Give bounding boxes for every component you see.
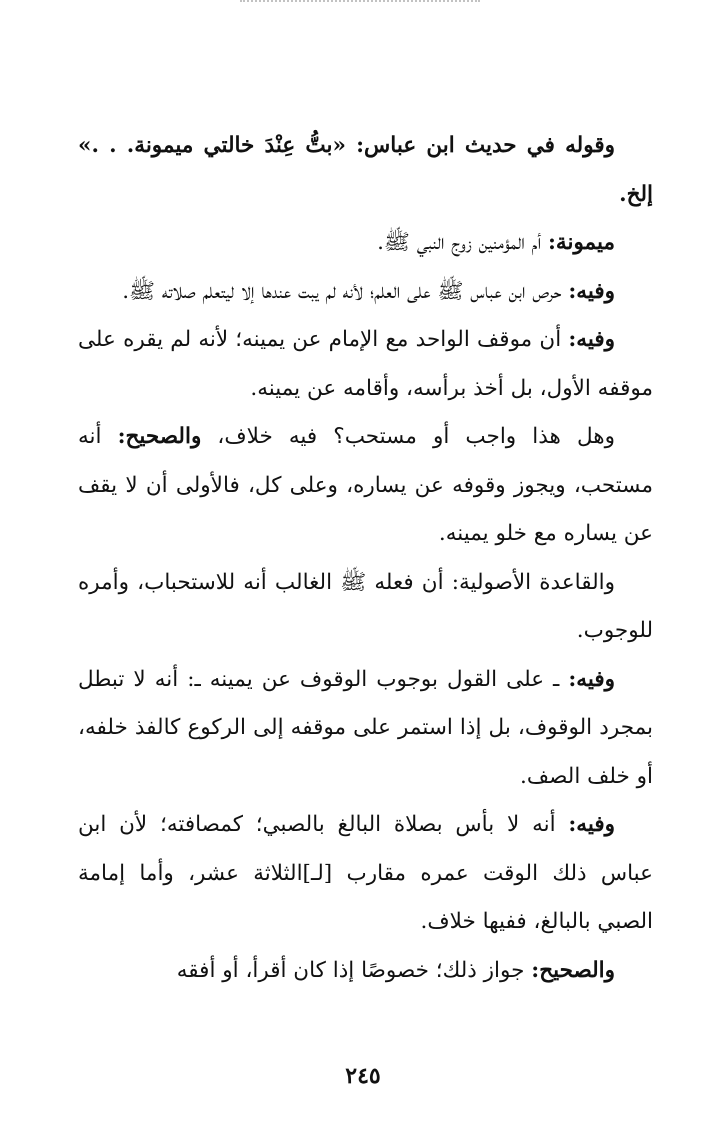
paragraph-text: وهل هذا واجب أو مستحب؟ فيه خلاف، — [201, 424, 615, 449]
paragraph-obligatory-or-recommended — [78, 413, 653, 559]
paragraph-text: ـ على القول بوجوب الوقوف عن يمينه ـ: أنه لا تبطل بمجرد الوقوف، بل إذا استمر على موقفه إلى الركوع كالفذ خلفه، أو خلف الصف. — [78, 666, 653, 789]
paragraph-label: والصحيح: — [117, 424, 202, 449]
paragraph-text: أنه مستحب، ويجوز وقوفه عن يساره، وعلى كل، فالأولى أن لا يقف عن يساره مع خلو يمينه. — [78, 424, 653, 546]
paragraph-standing-position — [78, 316, 653, 413]
paragraph-maimuna — [78, 219, 653, 268]
paragraph-text: والقاعدة الأصولية: أن فعله ﷺ الغالب أنه للاستحباب، وأمره للوجوب. — [78, 569, 653, 643]
paragraph-usul-rule — [78, 559, 653, 656]
paragraph-hadith-quote — [78, 122, 653, 219]
paragraph-text: أنه لا بأس بصلاة البالغ بالصبي؛ كمصافته؛ لأن ابن عباس ذلك الوقت عمره مقارب [لـ]الثلاثة عشر، وأما إمامة الصبي بالبالغ، ففيها خلاف. — [78, 812, 653, 934]
paragraph-label: وفيه: — [568, 666, 615, 692]
paragraph-label: وفيه: — [568, 278, 615, 304]
paragraph-label: وفيه: — [568, 327, 615, 352]
paragraph-text: حرص ابن عباس ﷺ على العلم؛ لأنه لم يبت عندها إلا ليتعلم صلاته ﷺ. — [122, 278, 569, 304]
page-number: ٢٤٥ — [345, 1063, 381, 1089]
paragraph-prayer-with-boy — [78, 801, 653, 947]
top-edge-marks — [240, 0, 480, 8]
paragraph-text: أن موقف الواحد مع الإمام عن يمينه؛ لأنه لم يقره على موقفه الأول، بل أخذ برأسه، وأقامه عن يمينه. — [78, 327, 653, 401]
paragraph-text: وقوله في حديث ابن عباس: «بتُّ عِنْدَ خالتي ميمونة. . .» إلخ. — [78, 133, 653, 207]
paragraph-label: وفيه: — [568, 812, 615, 837]
paragraph-label: ميمونة: — [548, 230, 615, 255]
paragraph-correct-opinion — [78, 947, 653, 996]
paragraph-ibn-abbas-eagerness — [78, 268, 653, 317]
paragraph-text: أم المؤمنين زوج النبي ﷺ. — [377, 230, 548, 255]
paragraph-label: والصحيح: — [531, 957, 615, 983]
paragraph-validity-of-standing — [78, 656, 653, 802]
page-body — [78, 122, 653, 995]
paragraph-text: جواز ذلك؛ خصوصًا إذا كان أقرأ، أو أفقه — [176, 957, 532, 983]
